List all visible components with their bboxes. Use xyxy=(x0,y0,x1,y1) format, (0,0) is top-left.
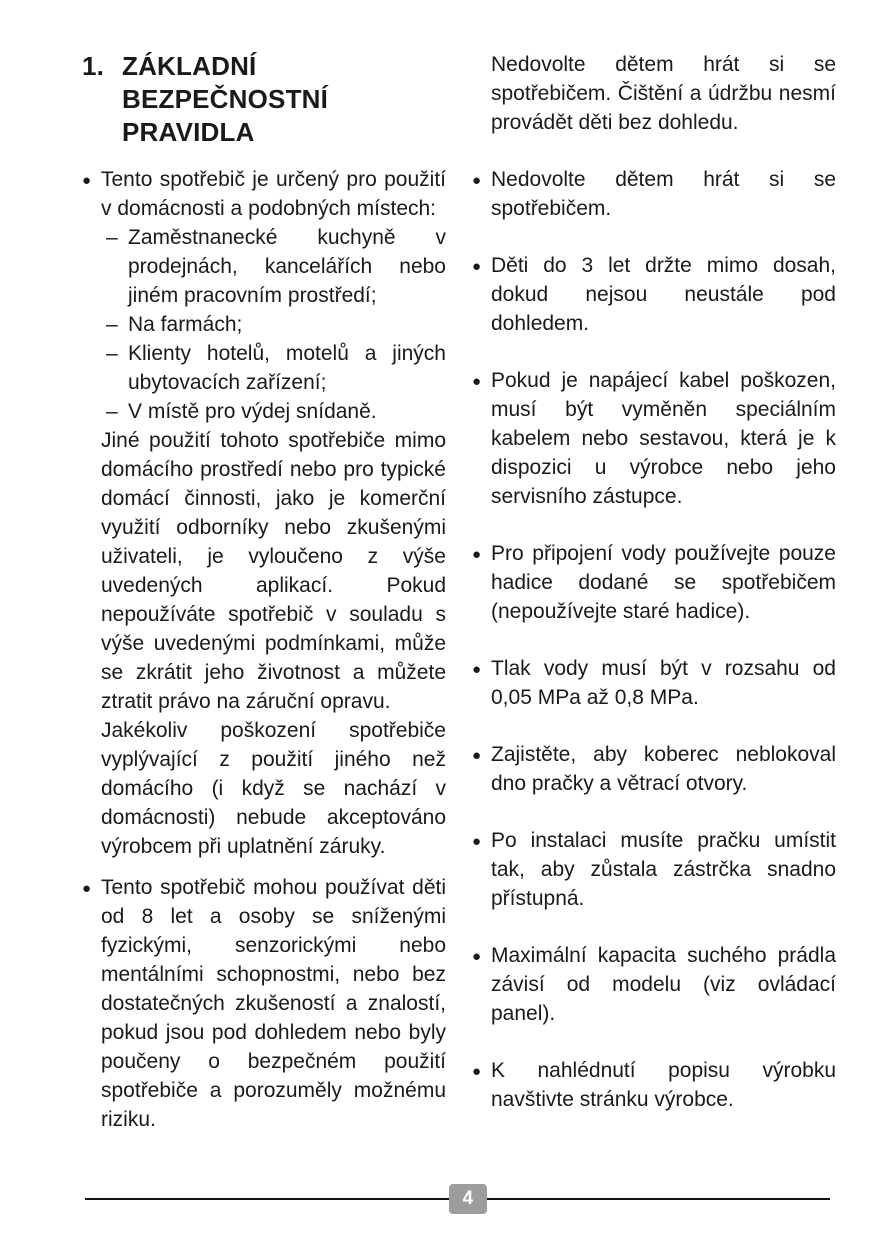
bullet-icon: ● xyxy=(472,172,482,189)
list-item xyxy=(472,251,836,338)
bullet-icon: ● xyxy=(472,546,482,563)
section-heading xyxy=(82,50,446,149)
section-title xyxy=(122,50,446,149)
paragraph: Jakékoliv poškození spotřebiče vyplývající z použití jiného než domácího (i když se nachází v domácnosti) nebude akceptováno výrobcem při uplatnění záruky. xyxy=(101,719,446,858)
paragraph: Jiné použití tohoto spotřebiče mimo domácího prostředí nebo pro typické domácí činnosti, jako je komerční využití odborníky nebo zkušenými uživateli, je vyloučeno z výše uvedených aplikací. Pokud nepoužíváte spotřebič v souladu s výše uvedenými podmínkami, může se zkrátit jeho životnost a můžete ztratit právo na záruční opravu. xyxy=(101,429,446,713)
page-number-badge: 4 xyxy=(449,1184,487,1214)
dash-icon: – xyxy=(106,313,118,336)
bullet-icon: ● xyxy=(472,1063,482,1080)
dash-icon: – xyxy=(106,342,118,365)
list-item xyxy=(472,539,836,626)
list-item xyxy=(472,654,836,712)
list-item xyxy=(472,366,836,511)
section-title-line: PRAVIDLA xyxy=(122,117,255,147)
dash-icon: – xyxy=(106,400,118,423)
sub-list-item xyxy=(106,339,446,397)
bullet-icon: ● xyxy=(472,373,482,390)
paragraph: Nedovolte dětem hrát si se spotřebičem. xyxy=(491,168,836,220)
bullet-icon: ● xyxy=(472,258,482,275)
paragraph: Děti do 3 let držte mimo dosah, dokud nejsou neustále pod dohledem. xyxy=(491,254,836,335)
section-title-line: ZÁKLADNÍ xyxy=(122,51,257,81)
dash-icon: – xyxy=(106,226,118,249)
page-footer xyxy=(85,1184,830,1214)
section-number: 1. xyxy=(82,51,105,81)
right-column xyxy=(472,50,836,1142)
paragraph: Pokud je napájecí kabel poškozen, musí být vyměněn speciálním kabelem nebo sestavou, která je k dispozici u výrobce nebo jeho servisního zástupce. xyxy=(491,369,836,508)
paragraph: Zajistěte, aby koberec neblokoval dno pračky a větrací otvory. xyxy=(491,743,836,795)
footer-rule xyxy=(85,1198,449,1200)
paragraph: Tento spotřebič je určený pro použití v domácnosti a podobných místech: xyxy=(101,168,446,220)
paragraph: Nedovolte dětem hrát si se spotřebičem. Čištění a údržbu nesmí provádět děti bez dohledu. xyxy=(491,53,836,134)
paragraph: Na farmách; xyxy=(128,313,243,336)
paragraph: Tlak vody musí být v rozsahu od 0,05 MPa až 0,8 MPa. xyxy=(491,657,836,709)
paragraph: Tento spotřebič mohou používat děti od 8 let a osoby se sníženými fyzickými, senzorickými nebo mentálními schopnostmi, nebo bez dostatečných zkušeností a znalostí, pokud jsou pod dohledem nebo byly poučeny o bezpečném použití spotřebiče a porozuměly možnému riziku. xyxy=(101,876,446,1131)
list-item xyxy=(82,165,446,861)
paragraph: K nahlédnutí popisu výrobku navštivte stránku výrobce. xyxy=(491,1059,836,1111)
paragraph: V místě pro výdej snídaně. xyxy=(128,400,377,423)
bullet-icon: ● xyxy=(472,833,482,850)
list-item xyxy=(472,1056,836,1114)
footer-rule xyxy=(487,1198,830,1200)
bullet-icon: ● xyxy=(472,661,482,678)
bullet-icon: ● xyxy=(82,172,92,189)
paragraph: Pro připojení vody používejte pouze hadice dodané se spotřebičem (nepoužívejte staré hadice). xyxy=(491,542,836,623)
section-title-line: BEZPEČNOSTNÍ xyxy=(122,84,329,114)
sub-list-item xyxy=(106,223,446,310)
bullet-icon: ● xyxy=(82,880,92,897)
paragraph: Klienty hotelů, motelů a jiných ubytovacích zařízení; xyxy=(128,342,446,394)
list-item xyxy=(472,165,836,223)
bullet-icon: ● xyxy=(472,948,482,965)
list-item xyxy=(82,873,446,1134)
list-item xyxy=(472,826,836,913)
list-item xyxy=(472,941,836,1028)
left-column xyxy=(82,50,446,1142)
bullet-icon: ● xyxy=(472,747,482,764)
paragraph: Zaměstnanecké kuchyně v prodejnách, kancelářích nebo jiném pracovním prostředí; xyxy=(128,226,446,307)
paragraph: Po instalaci musíte pračku umístit tak, aby zůstala zástrčka snadno přístupná. xyxy=(491,829,836,910)
sub-list-item xyxy=(106,397,446,426)
list-item xyxy=(472,740,836,798)
paragraph: Maximální kapacita suchého prádla závisí od modelu (viz ovládací panel). xyxy=(491,944,836,1025)
sub-list-item xyxy=(106,310,446,339)
